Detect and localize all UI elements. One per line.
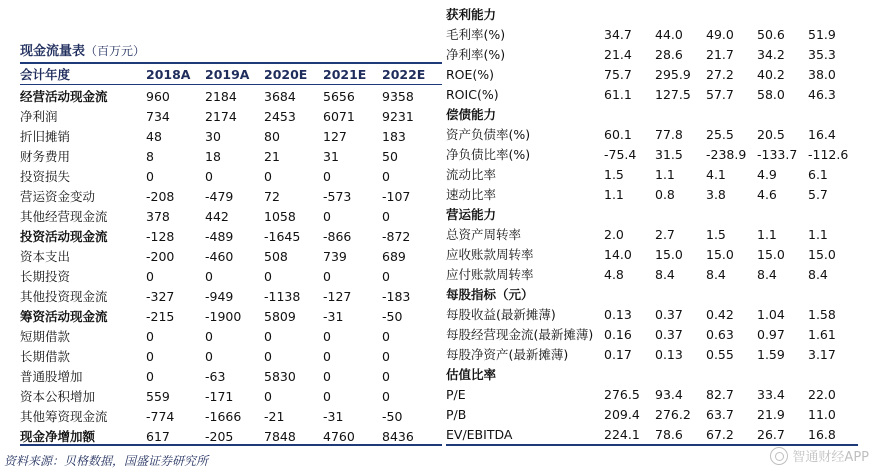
row-value: 0	[146, 328, 154, 344]
row-label: 净利率(%)	[446, 47, 506, 62]
row-value: -327	[146, 288, 175, 304]
row-value: -127	[323, 288, 352, 304]
row-value: 1.5	[706, 226, 726, 242]
row-value: 57.7	[706, 86, 734, 102]
row-value: 46.3	[808, 86, 836, 102]
row-value: 16.4	[808, 126, 836, 142]
financial-ratios-table	[446, 0, 858, 450]
row-value: 183	[382, 128, 406, 144]
row-value: 8	[146, 148, 154, 164]
table-row	[20, 326, 442, 346]
row-value: 28.6	[655, 46, 683, 62]
row-value: 1.04	[757, 306, 785, 322]
row-value: 50.6	[757, 26, 785, 42]
row-value: 0	[264, 348, 272, 364]
table-row	[446, 224, 858, 244]
table-title	[20, 40, 145, 59]
row-value: -1900	[205, 308, 242, 324]
row-value: 0	[323, 388, 331, 404]
row-value: 22.0	[808, 386, 836, 402]
row-value: 21.9	[757, 406, 785, 422]
row-value: -1666	[205, 408, 242, 424]
section-header	[446, 104, 858, 124]
row-value: -489	[205, 228, 234, 244]
row-value: 8.4	[655, 266, 675, 282]
row-value: 15.0	[808, 246, 836, 262]
row-value: 30	[205, 128, 221, 144]
row-value: -238.9	[706, 146, 747, 162]
row-value: 127	[323, 128, 347, 144]
row-value: 21.7	[706, 46, 734, 62]
row-value: 7848	[264, 428, 296, 444]
row-value: 14.0	[604, 246, 632, 262]
row-value: -133.7	[757, 146, 798, 162]
row-value: 0	[146, 348, 154, 364]
row-label: 投资活动现金流	[20, 229, 108, 244]
row-value: 0	[382, 208, 390, 224]
row-value: -183	[382, 288, 411, 304]
section-label: 获利能力	[446, 7, 497, 22]
row-value: 50	[382, 148, 398, 164]
section-label: 偿债能力	[446, 107, 497, 122]
row-value: 31	[323, 148, 339, 164]
row-value: -63	[205, 368, 226, 384]
row-value: 63.7	[706, 406, 734, 422]
table-unit: （百万元）	[85, 44, 146, 58]
row-value: -866	[323, 228, 352, 244]
row-value: -21	[264, 408, 285, 424]
row-value: 1.58	[808, 306, 836, 322]
row-value: 18	[205, 148, 221, 164]
row-label: P/E	[446, 386, 466, 402]
row-value: 1058	[264, 208, 296, 224]
row-value: 15.0	[757, 246, 785, 262]
row-value: 0	[323, 168, 331, 184]
row-label: 长期借款	[20, 349, 71, 364]
row-value: 33.4	[757, 386, 785, 402]
row-value: 0.17	[604, 346, 632, 362]
row-label: 其他投资现金流	[20, 289, 108, 304]
row-value: 4.8	[604, 266, 624, 282]
row-label: ROIC(%)	[446, 86, 499, 102]
row-value: -75.4	[604, 146, 637, 162]
row-value: 34.7	[604, 26, 632, 42]
row-value: -50	[382, 308, 403, 324]
row-label: 应收账款周转率	[446, 247, 534, 262]
row-label: 流动比率	[446, 167, 497, 182]
row-value: 442	[205, 208, 229, 224]
table-row	[446, 424, 858, 444]
row-value: 40.2	[757, 66, 785, 82]
table-row	[446, 324, 858, 344]
header-year: 2018A	[146, 66, 191, 82]
source-note: 资料来源：贝格数据，国盛证券研究所	[4, 454, 209, 468]
row-value: 739	[323, 248, 347, 264]
row-label: 每股净资产(最新摊薄)	[446, 347, 569, 362]
row-value: 78.6	[655, 426, 683, 442]
row-label: 筹资活动现金流	[20, 309, 108, 324]
row-label: 资本支出	[20, 249, 71, 264]
row-value: 276.5	[604, 386, 640, 402]
row-value: 38.0	[808, 66, 836, 82]
row-value: -107	[382, 188, 411, 204]
row-value: 0	[382, 328, 390, 344]
section-header	[446, 364, 858, 384]
table-row	[20, 386, 442, 406]
row-value: 2453	[264, 108, 296, 124]
row-label: EV/EBITDA	[446, 426, 513, 442]
section-header	[446, 4, 858, 24]
row-value: 93.4	[655, 386, 683, 402]
row-value: 617	[146, 428, 170, 444]
table-row	[20, 426, 442, 446]
row-value: 5809	[264, 308, 296, 324]
row-value: 1.59	[757, 346, 785, 362]
table-row	[20, 166, 442, 186]
row-value: 508	[264, 248, 288, 264]
row-value: 0	[382, 348, 390, 364]
row-value: 0	[323, 348, 331, 364]
row-value: -128	[146, 228, 175, 244]
row-value: 209.4	[604, 406, 640, 422]
table-row	[20, 126, 442, 146]
row-value: 224.1	[604, 426, 640, 442]
table-row	[446, 44, 858, 64]
row-value: 11.0	[808, 406, 836, 422]
row-value: 80	[264, 128, 280, 144]
header-year: 2019A	[205, 66, 250, 82]
row-value: 72	[264, 188, 280, 204]
table-header-row	[20, 65, 442, 83]
row-value: 0.16	[604, 326, 632, 342]
table-row	[20, 366, 442, 386]
row-value: -112.6	[808, 146, 849, 162]
row-value: 4.1	[706, 166, 726, 182]
row-value: 4.6	[757, 186, 777, 202]
watermark-text: 智通财经APP	[792, 450, 869, 465]
row-value: 15.0	[706, 246, 734, 262]
row-value: 2.7	[655, 226, 675, 242]
table-row	[446, 184, 858, 204]
row-value: 82.7	[706, 386, 734, 402]
row-label: 投资损失	[20, 169, 71, 184]
row-value: 0	[205, 168, 213, 184]
table-row	[446, 264, 858, 284]
row-value: 0	[382, 268, 390, 284]
table-row	[20, 206, 442, 226]
table-row	[20, 186, 442, 206]
row-value: 0.55	[706, 346, 734, 362]
table-row	[446, 304, 858, 324]
row-label: 普通股增加	[20, 369, 83, 384]
table-row	[446, 164, 858, 184]
row-value: 21	[264, 148, 280, 164]
row-value: -872	[382, 228, 411, 244]
row-label: 每股收益(最新摊薄)	[446, 307, 556, 322]
row-value: -479	[205, 188, 234, 204]
row-label: 应付账款周转率	[446, 267, 534, 282]
row-value: 0	[382, 168, 390, 184]
row-value: 20.5	[757, 126, 785, 142]
table-row	[20, 106, 442, 126]
table-top-rule	[20, 62, 442, 64]
row-label: 长期投资	[20, 269, 71, 284]
row-label: 资产负债率(%)	[446, 127, 531, 142]
row-value: 0	[205, 348, 213, 364]
row-label: 毛利率(%)	[446, 27, 506, 42]
row-value: 689	[382, 248, 406, 264]
table-row	[20, 86, 442, 106]
row-value: 0	[382, 368, 390, 384]
row-value: 21.4	[604, 46, 632, 62]
row-value: 9358	[382, 88, 414, 104]
row-value: 34.2	[757, 46, 785, 62]
row-value: 44.0	[655, 26, 683, 42]
cash-flow-table	[20, 0, 442, 450]
row-value: 2.0	[604, 226, 624, 242]
table-title-text: 现金流量表	[20, 44, 86, 59]
row-label: 财务费用	[20, 149, 71, 164]
row-value: 27.2	[706, 66, 734, 82]
table-row	[446, 24, 858, 44]
row-value: 295.9	[655, 66, 691, 82]
row-value: 9231	[382, 108, 414, 124]
row-value: 1.1	[655, 166, 675, 182]
row-value: 0.13	[604, 306, 632, 322]
row-label: 短期借款	[20, 329, 71, 344]
row-value: 26.7	[757, 426, 785, 442]
row-value: 0.37	[655, 326, 683, 342]
row-value: 35.3	[808, 46, 836, 62]
row-value: 0.13	[655, 346, 683, 362]
row-label: 经营活动现金流	[20, 89, 108, 104]
row-value: 2174	[205, 108, 237, 124]
row-value: 67.2	[706, 426, 734, 442]
row-value: -171	[205, 388, 234, 404]
row-value: 378	[146, 208, 170, 224]
row-value: 0	[323, 368, 331, 384]
row-label: P/B	[446, 406, 467, 422]
header-year: 2020E	[264, 66, 308, 82]
row-value: 5656	[323, 88, 355, 104]
row-value: 1.5	[604, 166, 624, 182]
header-year: 2021E	[323, 66, 367, 82]
section-header	[446, 204, 858, 224]
table-row	[20, 226, 442, 246]
row-value: 0.97	[757, 326, 785, 342]
row-value: 58.0	[757, 86, 785, 102]
row-value: -774	[146, 408, 175, 424]
row-value: 0	[146, 368, 154, 384]
row-value: 8.4	[706, 266, 726, 282]
row-label: 总资产周转率	[446, 227, 522, 242]
row-value: 31.5	[655, 146, 683, 162]
row-value: 1.1	[757, 226, 777, 242]
row-value: 0	[205, 268, 213, 284]
row-label: 净利润	[20, 109, 58, 124]
row-value: 51.9	[808, 26, 836, 42]
row-value: 0	[146, 168, 154, 184]
row-value: 0	[264, 168, 272, 184]
table-row	[20, 146, 442, 166]
row-value: 0.63	[706, 326, 734, 342]
row-value: 0	[264, 328, 272, 344]
row-value: 16.8	[808, 426, 836, 442]
row-value: 4.9	[757, 166, 777, 182]
row-value: -215	[146, 308, 175, 324]
table-bottom-rule	[20, 444, 442, 446]
row-value: 0	[146, 268, 154, 284]
row-value: -208	[146, 188, 175, 204]
table-row	[446, 344, 858, 364]
row-value: 15.0	[655, 246, 683, 262]
row-value: 0	[205, 328, 213, 344]
row-label: 现金净增加额	[20, 429, 96, 444]
row-label: 速动比率	[446, 187, 497, 202]
table-row	[446, 244, 858, 264]
row-value: 559	[146, 388, 170, 404]
table-row	[446, 84, 858, 104]
row-value: 0	[264, 388, 272, 404]
table-row	[446, 144, 858, 164]
row-value: 0.42	[706, 306, 734, 322]
row-value: 2184	[205, 88, 237, 104]
row-value: 8.4	[808, 266, 828, 282]
row-value: 49.0	[706, 26, 734, 42]
row-value: -1645	[264, 228, 301, 244]
section-label: 每股指标（元）	[446, 287, 534, 302]
row-value: -200	[146, 248, 175, 264]
row-value: 25.5	[706, 126, 734, 142]
row-value: -1138	[264, 288, 301, 304]
table-row	[446, 124, 858, 144]
row-label: ROE(%)	[446, 66, 495, 82]
watermark	[770, 446, 869, 465]
smartcircle-icon	[770, 447, 788, 465]
table-row	[20, 306, 442, 326]
row-value: 3.17	[808, 346, 836, 362]
table-row	[20, 266, 442, 286]
row-value: 8436	[382, 428, 414, 444]
row-label: 每股经营现金流(最新摊薄)	[446, 327, 594, 342]
row-value: -949	[205, 288, 234, 304]
row-value: 5.7	[808, 186, 828, 202]
row-label: 折旧摊销	[20, 129, 71, 144]
row-value: 6.1	[808, 166, 828, 182]
row-value: 0	[264, 268, 272, 284]
row-value: 0	[382, 388, 390, 404]
table-row	[20, 406, 442, 426]
table-row	[20, 346, 442, 366]
row-value: 0.8	[655, 186, 675, 202]
row-value: -205	[205, 428, 234, 444]
table-row	[20, 246, 442, 266]
section-label: 营运能力	[446, 207, 497, 222]
row-value: 75.7	[604, 66, 632, 82]
row-value: 0	[323, 208, 331, 224]
row-value: -50	[382, 408, 403, 424]
row-value: 5830	[264, 368, 296, 384]
row-label: 净负债比率(%)	[446, 147, 531, 162]
row-value: 48	[146, 128, 162, 144]
row-value: 8.4	[757, 266, 777, 282]
row-label: 其他经营现金流	[20, 209, 108, 224]
row-value: 6071	[323, 108, 355, 124]
row-value: 77.8	[655, 126, 683, 142]
row-value: 4760	[323, 428, 355, 444]
row-value: 1.1	[604, 186, 624, 202]
row-value: -31	[323, 408, 344, 424]
row-value: -573	[323, 188, 352, 204]
header-year: 2022E	[382, 66, 426, 82]
row-value: 0	[323, 268, 331, 284]
row-value: 3.8	[706, 186, 726, 202]
section-header	[446, 284, 858, 304]
row-value: 61.1	[604, 86, 632, 102]
row-value: 1.61	[808, 326, 836, 342]
row-value: 960	[146, 88, 170, 104]
row-value: -31	[323, 308, 344, 324]
row-value: -460	[205, 248, 234, 264]
table-row	[446, 404, 858, 424]
row-value: 0	[323, 328, 331, 344]
row-value: 127.5	[655, 86, 691, 102]
row-value: 60.1	[604, 126, 632, 142]
table-row	[446, 64, 858, 84]
row-value: 3684	[264, 88, 296, 104]
header-label: 会计年度	[20, 67, 71, 82]
row-label: 其他筹资现金流	[20, 409, 108, 424]
table-row	[20, 286, 442, 306]
row-value: 276.2	[655, 406, 691, 422]
row-value: 1.1	[808, 226, 828, 242]
row-value: 734	[146, 108, 170, 124]
row-label: 营运资金变动	[20, 189, 96, 204]
row-value: 0.37	[655, 306, 683, 322]
row-label: 资本公积增加	[20, 389, 96, 404]
table-row	[446, 384, 858, 404]
section-label: 估值比率	[446, 367, 497, 382]
header-rule	[20, 84, 442, 85]
